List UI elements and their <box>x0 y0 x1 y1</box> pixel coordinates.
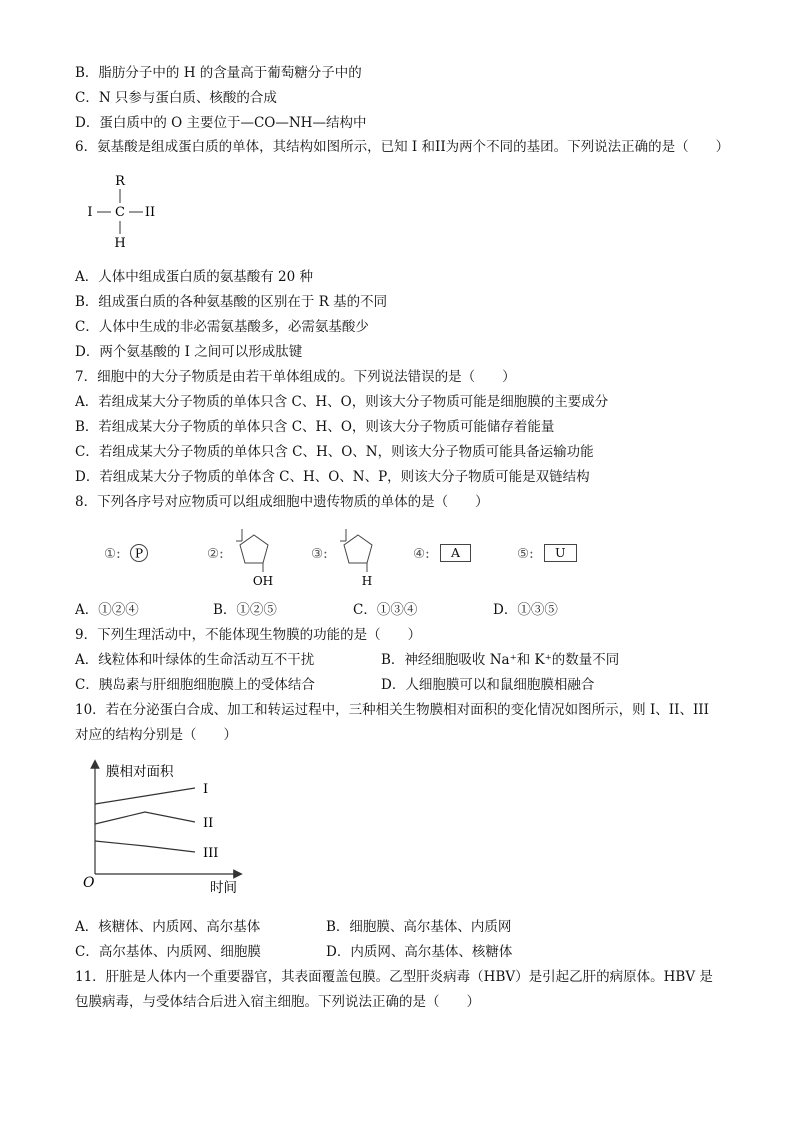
q8-option-d: D．①③⑤ <box>493 602 558 618</box>
q7-option-a: A．若组成某大分子物质的单体只含 C、H、O，则该大分子物质可能是细胞膜的主要成分 <box>75 394 609 410</box>
q5-option-d: D．蛋白质中的 O 主要位于—CO—NH—结构中 <box>75 115 367 131</box>
series-label-1: I <box>203 782 209 797</box>
q6-stem: 6．氨基酸是组成蛋白质的单体，其结构如图所示，已知 I 和II为两个不同的基团。下列说法正确的是（ ） <box>75 139 730 155</box>
series-label-3: III <box>203 846 219 861</box>
q9-stem: 9．下列生理活动中，不能体现生物膜的功能的是（ ） <box>75 627 422 643</box>
q8-item-5-content: U <box>544 544 577 562</box>
q10-option-a: A．核糖体、内质网、高尔基体 <box>75 919 261 935</box>
deoxyribose-pentagon-icon <box>336 527 386 591</box>
q8-item-5-number: ⑤: <box>517 546 534 562</box>
fig-hydrogen: H <box>114 236 126 251</box>
q6-option-c: C．人体中生成的非必需氨基酸多，必需氨基酸少 <box>75 319 369 335</box>
q10-option-b: B．细胞膜、高尔基体、内质网 <box>326 919 512 935</box>
q8-option-b: B．①②⑤ <box>213 602 277 618</box>
q9-option-d: D．人细胞膜可以和鼠细胞膜相融合 <box>381 677 595 693</box>
q6-option-a: A．人体中组成蛋白质的氨基酸有 20 种 <box>75 269 314 285</box>
q8-option-a: A．①②④ <box>75 602 139 618</box>
q8-item-3-content: H <box>361 574 373 588</box>
q9-option-b: B．神经细胞吸收 Na⁺和 K⁺的数量不同 <box>381 652 620 668</box>
origin-label: O <box>83 875 95 891</box>
q6-option-d: D．两个氨基酸的 I 之间可以形成肽键 <box>75 344 303 360</box>
q11-stem-line1: 11．肝脏是人体内一个重要器官，其表面覆盖包膜。乙型肝炎病毒（HBV）是引起乙肝的病原体。HBV 是 <box>75 969 713 985</box>
q9-option-c: C．胰岛素与肝细胞细胞膜上的受体结合 <box>75 677 315 693</box>
q8-item-1-content: P <box>134 546 144 561</box>
q10-option-d: D．内质网、高尔基体、核糖体 <box>326 944 513 960</box>
fig-r-group: R <box>115 174 125 189</box>
y-axis-label: 膜相对面积 <box>106 764 174 780</box>
q7-option-b: B．若组成某大分子物质的单体只含 C、H、O，则该大分子物质可能储存着能量 <box>75 419 555 435</box>
phosphate-icon <box>128 542 150 564</box>
q8-item-4-number: ④: <box>413 546 430 562</box>
q8-item-2-number: ②: <box>207 546 224 562</box>
q6-option-b: B．组成蛋白质的各种氨基酸的区别在于 R 基的不同 <box>75 294 388 310</box>
series-line-2 <box>95 812 195 824</box>
q9-option-a: A．线粒体和叶绿体的生命活动互不干扰 <box>75 652 315 668</box>
fig-center-carbon: C <box>115 205 125 220</box>
q5-option-b: B．脂肪分子中的 H 的含量高于葡萄糖分子中的 <box>75 65 362 81</box>
series-line-3 <box>95 841 195 852</box>
q8-item-2-content: OH <box>252 574 274 588</box>
q7-option-d: D．若组成某大分子物质的单体含 C、H、O、N、P，则该大分子物质可能是双链结构 <box>75 469 590 485</box>
q10-stem-line1: 10．若在分泌蛋白合成、加工和转运过程中，三种相关生物膜相对面积的变化情况如图所示，则 I、II、III <box>75 702 709 718</box>
q11-stem-line2: 包膜病毒，与受体结合后进入宿主细胞。下列说法正确的是（ ） <box>75 994 480 1010</box>
q8-item-1-number: ①: <box>104 546 121 562</box>
q8-option-c: C．①③④ <box>353 602 418 618</box>
x-axis-label: 时间 <box>210 880 237 896</box>
amino-acid-structure-figure <box>82 168 172 254</box>
ribose-pentagon-icon <box>232 527 282 591</box>
q7-stem: 7．细胞中的大分子物质是由若干单体组成的。下列说法错误的是（ ） <box>75 369 516 385</box>
series-label-2: II <box>203 816 214 831</box>
q5-option-c: C．N 只参与蛋白质、核酸的合成 <box>75 90 277 106</box>
q10-option-c: C．高尔基体、内质网、细胞膜 <box>75 944 261 960</box>
q7-option-c: C．若组成某大分子物质的单体只含 C、H、O、N，则该大分子物质可能具备运输功能 <box>75 444 594 460</box>
membrane-area-chart <box>78 756 258 898</box>
series-line-1 <box>95 788 195 804</box>
q8-stem: 8．下列各序号对应物质可以组成细胞中遗传物质的单体的是（ ） <box>75 494 489 510</box>
q10-stem-line2: 对应的结构分别是（ ） <box>75 727 237 743</box>
q8-item-3-number: ③: <box>311 546 328 562</box>
q8-item-4-content: A <box>440 544 471 562</box>
fig-group-ii: II <box>144 205 156 220</box>
fig-group-i: I <box>87 205 93 220</box>
